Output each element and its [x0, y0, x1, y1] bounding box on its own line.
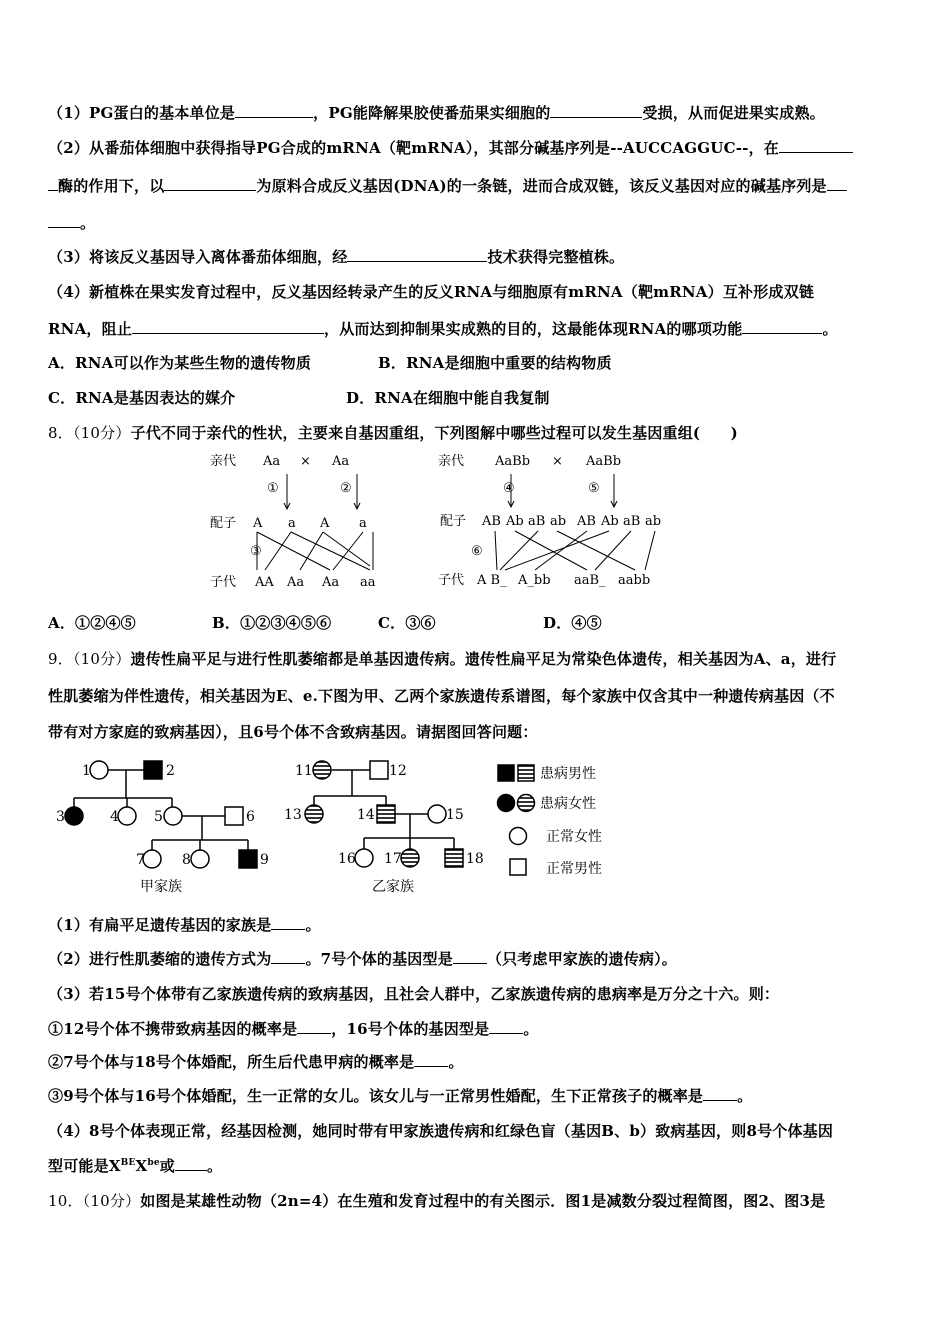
answer-blank[interactable] — [235, 103, 313, 118]
right-offspring: A B_ — [477, 573, 507, 588]
q9-stem-line1: 9．（10分）遗传性扁平足与进行性肌萎缩都是单基因遗传病。遗传性扁平足为常染色体遗传，相关基因为A、a，进行 — [48, 650, 837, 668]
legend-affected-female-b — [518, 795, 535, 812]
parent-label: 亲代 — [438, 454, 465, 469]
right-gamete: AB — [577, 514, 596, 529]
right-offspring: aaB_ — [574, 573, 606, 588]
id-label: 14 — [357, 807, 375, 823]
family-a-label: 甲家族 — [140, 879, 182, 895]
q8-option-b[interactable]: B．①②③④⑤⑥ — [212, 614, 332, 632]
right-gamete: ab — [550, 514, 567, 529]
id-label: 4 — [110, 809, 119, 825]
legend-affected-male-a — [498, 765, 514, 781]
q9-stem-line3: 带有对方家庭的致病基因），且6号个体不含致病基因。请据图回答问题： — [48, 723, 538, 741]
right-parent-1: AaBb — [495, 454, 531, 469]
legend-label: 正常女性 — [546, 829, 602, 845]
legend-label: 正常男性 — [546, 861, 602, 877]
answer-blank[interactable] — [489, 1019, 523, 1034]
step-5: ⑤ — [588, 481, 600, 496]
step-3: ③ — [250, 544, 262, 559]
id-label: 5 — [154, 809, 163, 825]
q7-part1: （1）PG蛋白的基本单位是 ，PG能降解果胶使番茄果实细胞的 受损，从而促进果实成熟。 — [48, 104, 825, 122]
cross-symbol: × — [300, 454, 311, 469]
q9-part3-q3: ③9号个体与16号个体婚配，生一正常的女儿。该女儿与一正常男性婚配，生下正常孩子的概率是 。 — [48, 1087, 753, 1105]
left-offspring: Aa — [287, 575, 305, 590]
q9-part2: （2）进行性肌萎缩的遗传方式为 。7号个体的基因型是 （只考虑甲家族的遗传病）。 — [48, 950, 678, 968]
step-6: ⑥ — [471, 544, 483, 559]
q9-part3-q1: ①12号个体不携带致病基因的概率是 ，16号个体的基因型是 。 — [48, 1020, 539, 1038]
answer-blank[interactable] — [347, 247, 487, 262]
answer-blank[interactable] — [132, 319, 324, 334]
right-gamete: aB — [528, 514, 546, 529]
q9-pedigree-chart — [52, 752, 622, 900]
answer-blank[interactable] — [48, 213, 80, 228]
answer-blank[interactable] — [827, 176, 847, 191]
gamete-label: 配子 — [210, 516, 237, 531]
right-offspring: A_bb — [518, 573, 551, 588]
id-label: 16 — [338, 851, 356, 867]
q9-part3: （3）若15号个体带有乙家族遗传病的致病基因，且社会人群中，乙家族遗传病的患病率是万分之十六。则： — [48, 985, 780, 1003]
left-gamete: A — [253, 516, 263, 531]
answer-blank[interactable] — [271, 949, 305, 964]
id-label: 12 — [389, 763, 407, 779]
answer-blank[interactable] — [48, 176, 58, 191]
q7-part2-line2: 酶的作用下，以 为原料合成反义基因(DNA)的一条链，进而合成双链，该反义基因对应的碱基序列是 — [48, 175, 847, 196]
individual-12 — [370, 761, 388, 779]
q8-option-a[interactable]: A．①②④⑤ — [48, 614, 136, 632]
right-gamete: ab — [645, 514, 662, 529]
individual-1 — [90, 761, 108, 779]
id-label: 3 — [56, 809, 65, 825]
right-gamete: aB — [623, 514, 641, 529]
q8-stem: 8．（10分）子代不同于亲代的性状，主要来自基因重组，下列图解中哪些过程可以发生基因重组( ) — [48, 424, 738, 442]
id-label: 1 — [82, 763, 91, 779]
q7-part2-line3: 。 — [48, 212, 95, 233]
left-offspring: aa — [360, 575, 376, 590]
answer-blank[interactable] — [271, 915, 305, 930]
gamete-label: 配子 — [440, 514, 467, 529]
step-2: ② — [340, 481, 352, 496]
legend-normal-male — [510, 859, 526, 875]
left-offspring: Aa — [322, 575, 340, 590]
id-label: 9 — [260, 852, 269, 868]
answer-blank[interactable] — [453, 949, 487, 964]
q10-stem: 10．（10分）如图是某雄性动物（2n=4）在生殖和发育过程中的有关图示．图1是减数分裂过程简图，图2、图3是 — [48, 1192, 826, 1210]
right-parent-2: AaBb — [586, 454, 622, 469]
answer-blank[interactable] — [297, 1019, 331, 1034]
answer-blank[interactable] — [742, 319, 822, 334]
family-b-label: 乙家族 — [372, 879, 414, 895]
left-parent-1: Aa — [263, 454, 281, 469]
individual-2 — [144, 761, 162, 779]
individual-5 — [164, 807, 182, 825]
individual-17 — [401, 849, 419, 867]
q7-part4-line1: （4）新植株在果实发育过程中，反义基因经转录产生的反义RNA与细胞原有mRNA（靶mRNA）互补形成双链 — [48, 283, 815, 301]
left-parent-2: Aa — [332, 454, 350, 469]
individual-15 — [428, 805, 446, 823]
right-offspring: aabb — [618, 573, 651, 588]
individual-8 — [191, 850, 209, 868]
q8-option-d[interactable]: D．④⑤ — [543, 614, 602, 632]
offspring-label: 子代 — [210, 575, 237, 590]
id-label: 13 — [284, 807, 302, 823]
q9-part1: （1）有扁平足遗传基因的家族是 。 — [48, 916, 321, 934]
offspring-label: 子代 — [438, 573, 465, 588]
legend-normal-female — [510, 828, 527, 845]
id-label: 7 — [136, 852, 145, 868]
individual-18 — [445, 849, 463, 867]
id-label: 11 — [295, 763, 313, 779]
q9-part4-line2: 型可能是$X^{BE}X^{be}$或 。 — [48, 1157, 223, 1175]
legend-label: 患病女性 — [540, 796, 596, 812]
individual-13 — [305, 805, 323, 823]
id-label: 18 — [466, 851, 484, 867]
id-label: 17 — [384, 851, 402, 867]
q7-option-b[interactable]: B．RNA是细胞中重要的结构物质 — [378, 354, 612, 372]
answer-blank[interactable] — [779, 138, 853, 153]
left-gamete: A — [320, 516, 330, 531]
step-1: ① — [267, 481, 279, 496]
q9-part3-q2: ②7号个体与18号个体婚配，所生后代患甲病的概率是 。 — [48, 1053, 464, 1071]
q9-stem-line2: 性肌萎缩为伴性遗传，相关基因为E、e.下图为甲、乙两个家族遗传系谱图，每个家族中仅含其中一种遗传病基因（不 — [48, 687, 835, 705]
legend-affected-male-b — [518, 765, 534, 781]
left-gamete: a — [359, 516, 367, 531]
answer-blank[interactable] — [175, 1156, 207, 1171]
q9-part4-line1: （4）8号个体表现正常，经基因检测，她同时带有甲家族遗传病和红绿色盲（基因B、b）致病基因，则8号个体基因 — [48, 1122, 834, 1140]
individual-9 — [239, 850, 257, 868]
individual-11 — [313, 761, 331, 779]
q7-option-c[interactable]: C．RNA是基因表达的媒介 — [48, 389, 236, 407]
answer-blank[interactable] — [164, 176, 256, 191]
right-gamete: Ab — [506, 514, 524, 529]
individual-16 — [355, 849, 373, 867]
q7-part4-line2: RNA，阻止 ，从而达到抑制果实成熟的目的，这最能体现RNA的哪项功能 。 — [48, 320, 838, 338]
legend-label: 患病男性 — [540, 766, 596, 782]
q7-part3: （3）将该反义基因导入离体番茄体细胞，经 技术获得完整植株。 — [48, 248, 625, 266]
left-offspring: AA — [255, 575, 274, 590]
cross-symbol: × — [552, 454, 563, 469]
q7-part2-line1: （2）从番茄体细胞中获得指导PG合成的mRNA（靶mRNA），其部分碱基序列是--AUCCAGGUC--，在 — [48, 137, 853, 158]
individual-6 — [225, 807, 243, 825]
step-4: ④ — [503, 481, 515, 496]
individual-14 — [377, 805, 395, 823]
right-gamete: Ab — [601, 514, 619, 529]
q8-option-c[interactable]: C．③⑥ — [378, 614, 436, 632]
legend-affected-female-a — [498, 795, 515, 812]
q8-genetic-cross-diagram — [205, 448, 675, 598]
id-label: 15 — [446, 807, 464, 823]
left-gamete: a — [288, 516, 296, 531]
answer-blank[interactable] — [703, 1086, 737, 1101]
individual-7 — [143, 850, 161, 868]
q7-option-d[interactable]: D．RNA在细胞中能自我复制 — [346, 389, 550, 407]
parent-label: 亲代 — [210, 454, 237, 469]
q7-option-a[interactable]: A．RNA可以作为某些生物的遗传物质 — [48, 354, 312, 372]
individual-4 — [118, 807, 136, 825]
answer-blank[interactable] — [414, 1052, 448, 1067]
id-label: 2 — [166, 763, 175, 779]
id-label: 6 — [246, 809, 255, 825]
right-gamete: AB — [482, 514, 501, 529]
individual-3 — [65, 807, 83, 825]
id-label: 8 — [182, 852, 191, 868]
answer-blank[interactable] — [550, 103, 642, 118]
